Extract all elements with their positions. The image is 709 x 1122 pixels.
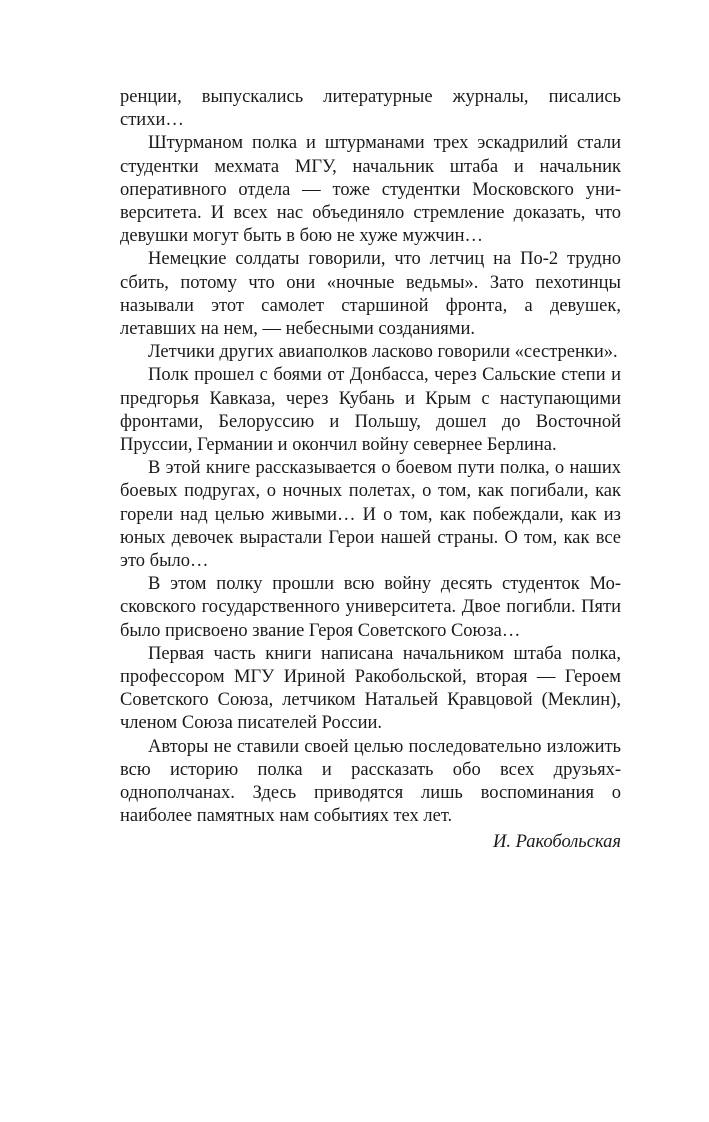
paragraph-8: Первая часть книги написана начальником штаба полка, профессором МГУ Ириной Ракобольской, вторая — Героем Советского Союза, летчиком Натальей Кравцовой (Меклин), членом Союза писателей России. xyxy=(120,643,621,734)
paragraph-6: В этой книге рассказывается о боевом пути полка, о наших боевых подругах, о ночных полетах, о том, как погибали, как горели над целью живыми… И о том, как побеждали, как из юных девочек вырастали Герои нашей страны. О том, как все это было… xyxy=(120,458,621,572)
author-signature: И. Ракобольская xyxy=(492,831,621,852)
paragraph-1: ренции, выпускались литературные журналы, писались стихи… xyxy=(120,87,621,131)
paragraph-7: В этом полку прошли всю войну десять студенток Московского государственного университета. Двое погибли. Пяти было присвоено звание Героя Советского Союза… xyxy=(120,574,621,641)
paragraph-2: Штурманом полка и штурманами трех эскадрилий стали студентки мехмата МГУ, начальник штаба и начальник оперативного отдела — тоже студентки Московского университета. И всех нас объединяло стремление доказать, что девушки могут быть в бою не хуже мужчин… xyxy=(120,133,621,247)
paragraph-4: Летчики других авиаполков ласково говорили «сестренки». xyxy=(148,342,618,363)
page-text xyxy=(120,86,621,854)
paragraph-9: Авторы не ставили своей целью последовательно изложить всю историю полка и рассказать обо всех друзьях-однополчанах. Здесь приводятся лишь воспоминания о наиболее памятных нам событиях тех лет. xyxy=(120,736,621,827)
paragraph-3: Немецкие солдаты говорили, что летчиц на По-2 трудно сбить, потому что они «ночные ведьмы». Зато пехотинцы называли этот самолет старшиной фронта, а девушек, летавших на нем, — небесными созданиями. xyxy=(120,249,621,340)
paragraph-5: Полк прошел с боями от Донбасса, через Сальские степи и предгорья Кавказа, через Кубань и Крым с наступающими фронтами, Белоруссию и Польшу, дошел до Восточной Пруссии, Германии и окончил войну севернее Берлина. xyxy=(120,365,621,456)
